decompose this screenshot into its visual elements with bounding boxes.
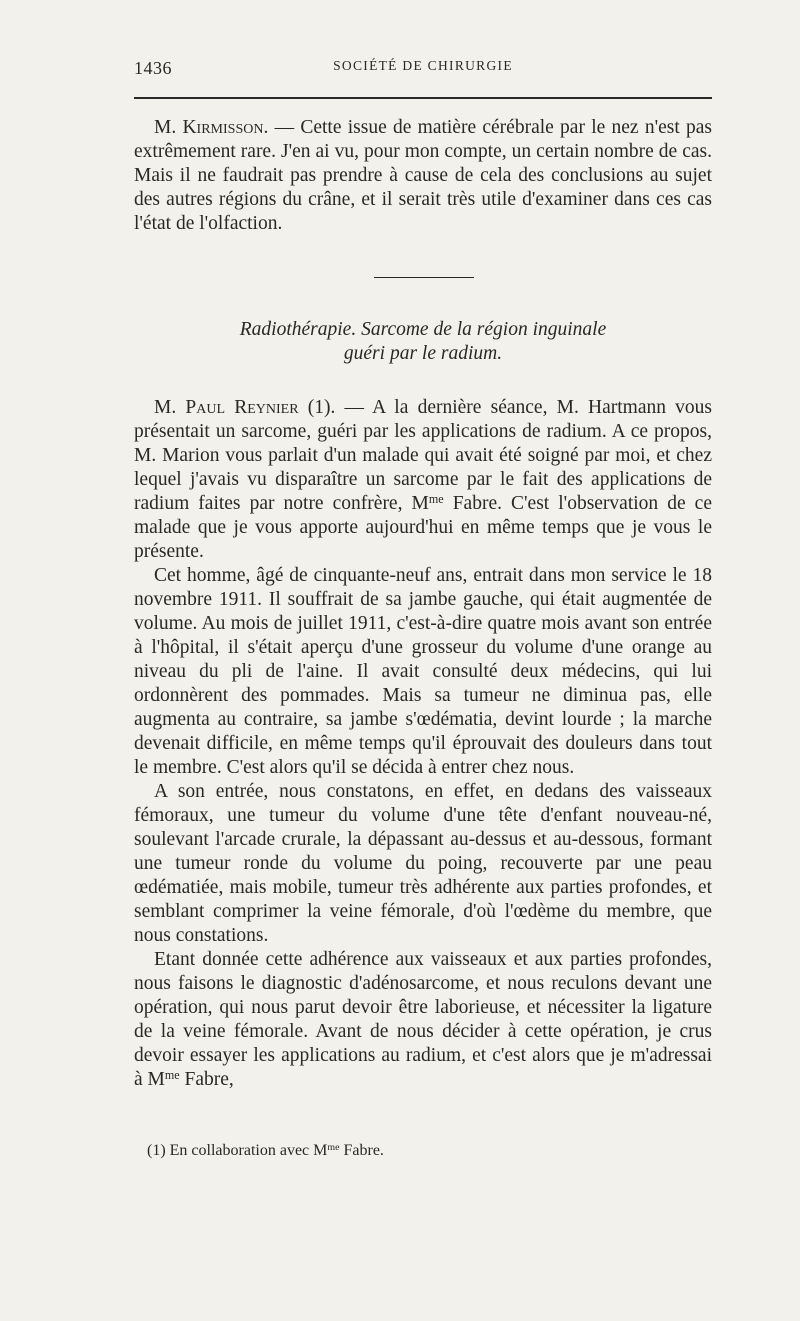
mme-abbrev: M [147,1069,165,1090]
footnote-text-2: Fabre. [339,1142,384,1159]
section-title-line-2: guéri par le radium. [343,343,503,364]
paragraph-patient-history: Cet homme, âgé de cinquante-neuf ans, entrait dans mon service le 18 novembre 1911. Il souffrait de sa jambe gauche, qui était augmentée de volume. Au mois de juillet 1911, c'est-à-dire quatre mois avant son entrée à l'hôpital, il s'était aperçu d'une grosseur du volume d'une orange au niveau du pli de l'aine. Il avait consulté deux médecins, qui lui ordonnèrent des pommades. Mais sa tumeur ne diminua pas, elle augmenta au contraire, sa jambe s'œdématia, devint lourde ; la marche devenait difficile, en même temps qu'il éprouvait des douleurs dans tout le membre. C'est alors qu'il se décida à entrer chez nous. [134,565,712,778]
kirmisson-text: . — Cette issue de matière cérébrale par le nez n'est pas extrêmement rare. J'en ai vu, pour mon compte, un certain nombre de cas. Mais il ne faudrait pas prendre à cause de cela des conclusions au sujet des autres régions du crâne, et il serait très utile d'examiner dans ces cas l'état de l'olfaction. [134,117,712,234]
mme-superscript: me [327,1142,340,1154]
reynier-text-1: . — A la dernière séance, M. Hartmann vous présentait un sarcome, guéri par les applications de radium. A ce propos, M. Marion vous parlait d'un malade qui avait été soigné par moi, et chez lequel j'avais vu disparaître un sarcome par le fait des applications de radium faites par notre confrère, [134,397,713,514]
speaker-prefix: M. [154,397,186,418]
mme-abbrev: M [313,1142,328,1159]
mme-superscript: me [428,491,444,506]
speaker-prefix: M. [154,117,183,138]
paragraph-examination: A son entrée, nous constatons, en effet, en dedans des vaisseaux fémoraux, une tumeur du volume d'une tête d'enfant nouveau-né, soulevant l'arcade crurale, la dépassant au-dessus et au-dessous, formant une tumeur ronde du volume du poing, recouverte par une peau œdématiée, mais mobile, tumeur très adhérente aux parties profondes, et semblant comprimer la veine fémorale, d'où l'œdème du membre, que nous constations. [134,781,712,946]
speaker-name: Kirmisson [182,117,264,138]
footnote-text-1: En collaboration avec [165,1142,314,1159]
header-rule [134,97,712,99]
footnote [147,1141,707,1161]
section-separator [374,277,474,278]
speaker-name: Paul Reynier [185,397,299,418]
diagnosis-text-1: Etant donnée cette adhérence aux vaisseaux et aux parties profondes, nous faisons le diagnostic d'adénosarcome, et nous reculons devant une opération, qui nous parut devoir être laborieuse, et nécessiter la ligature de la veine fémorale. Avant de nous décider à cette opération, je crus devoir essayer les applications au radium, et c'est alors que je m'adressai à [134,949,712,1090]
page-number: 1436 [134,58,172,78]
running-title: SOCIÉTÉ DE CHIRURGIE [333,58,513,73]
diagnosis-text-2: Fabre, [179,1069,234,1090]
mme-superscript: me [164,1067,180,1082]
footnote-marker: (1) [147,1142,166,1159]
section-title [134,318,712,366]
reynier-text-2: Fabre. C'est l'observation de ce malade que je vous apporte aujourd'hui en même temps que je vous le présente. [134,493,712,562]
reynier-body [134,396,712,1092]
footnote-reference: (1) [298,397,331,418]
section-title-line-1: Radiothérapie. Sarcome de la région inguinale [239,319,607,340]
page-header [134,58,712,88]
mme-abbrev: M [411,493,429,514]
reynier-paragraph [134,396,712,564]
kirmisson-paragraph [134,116,712,236]
paragraph-diagnosis [134,948,712,1092]
